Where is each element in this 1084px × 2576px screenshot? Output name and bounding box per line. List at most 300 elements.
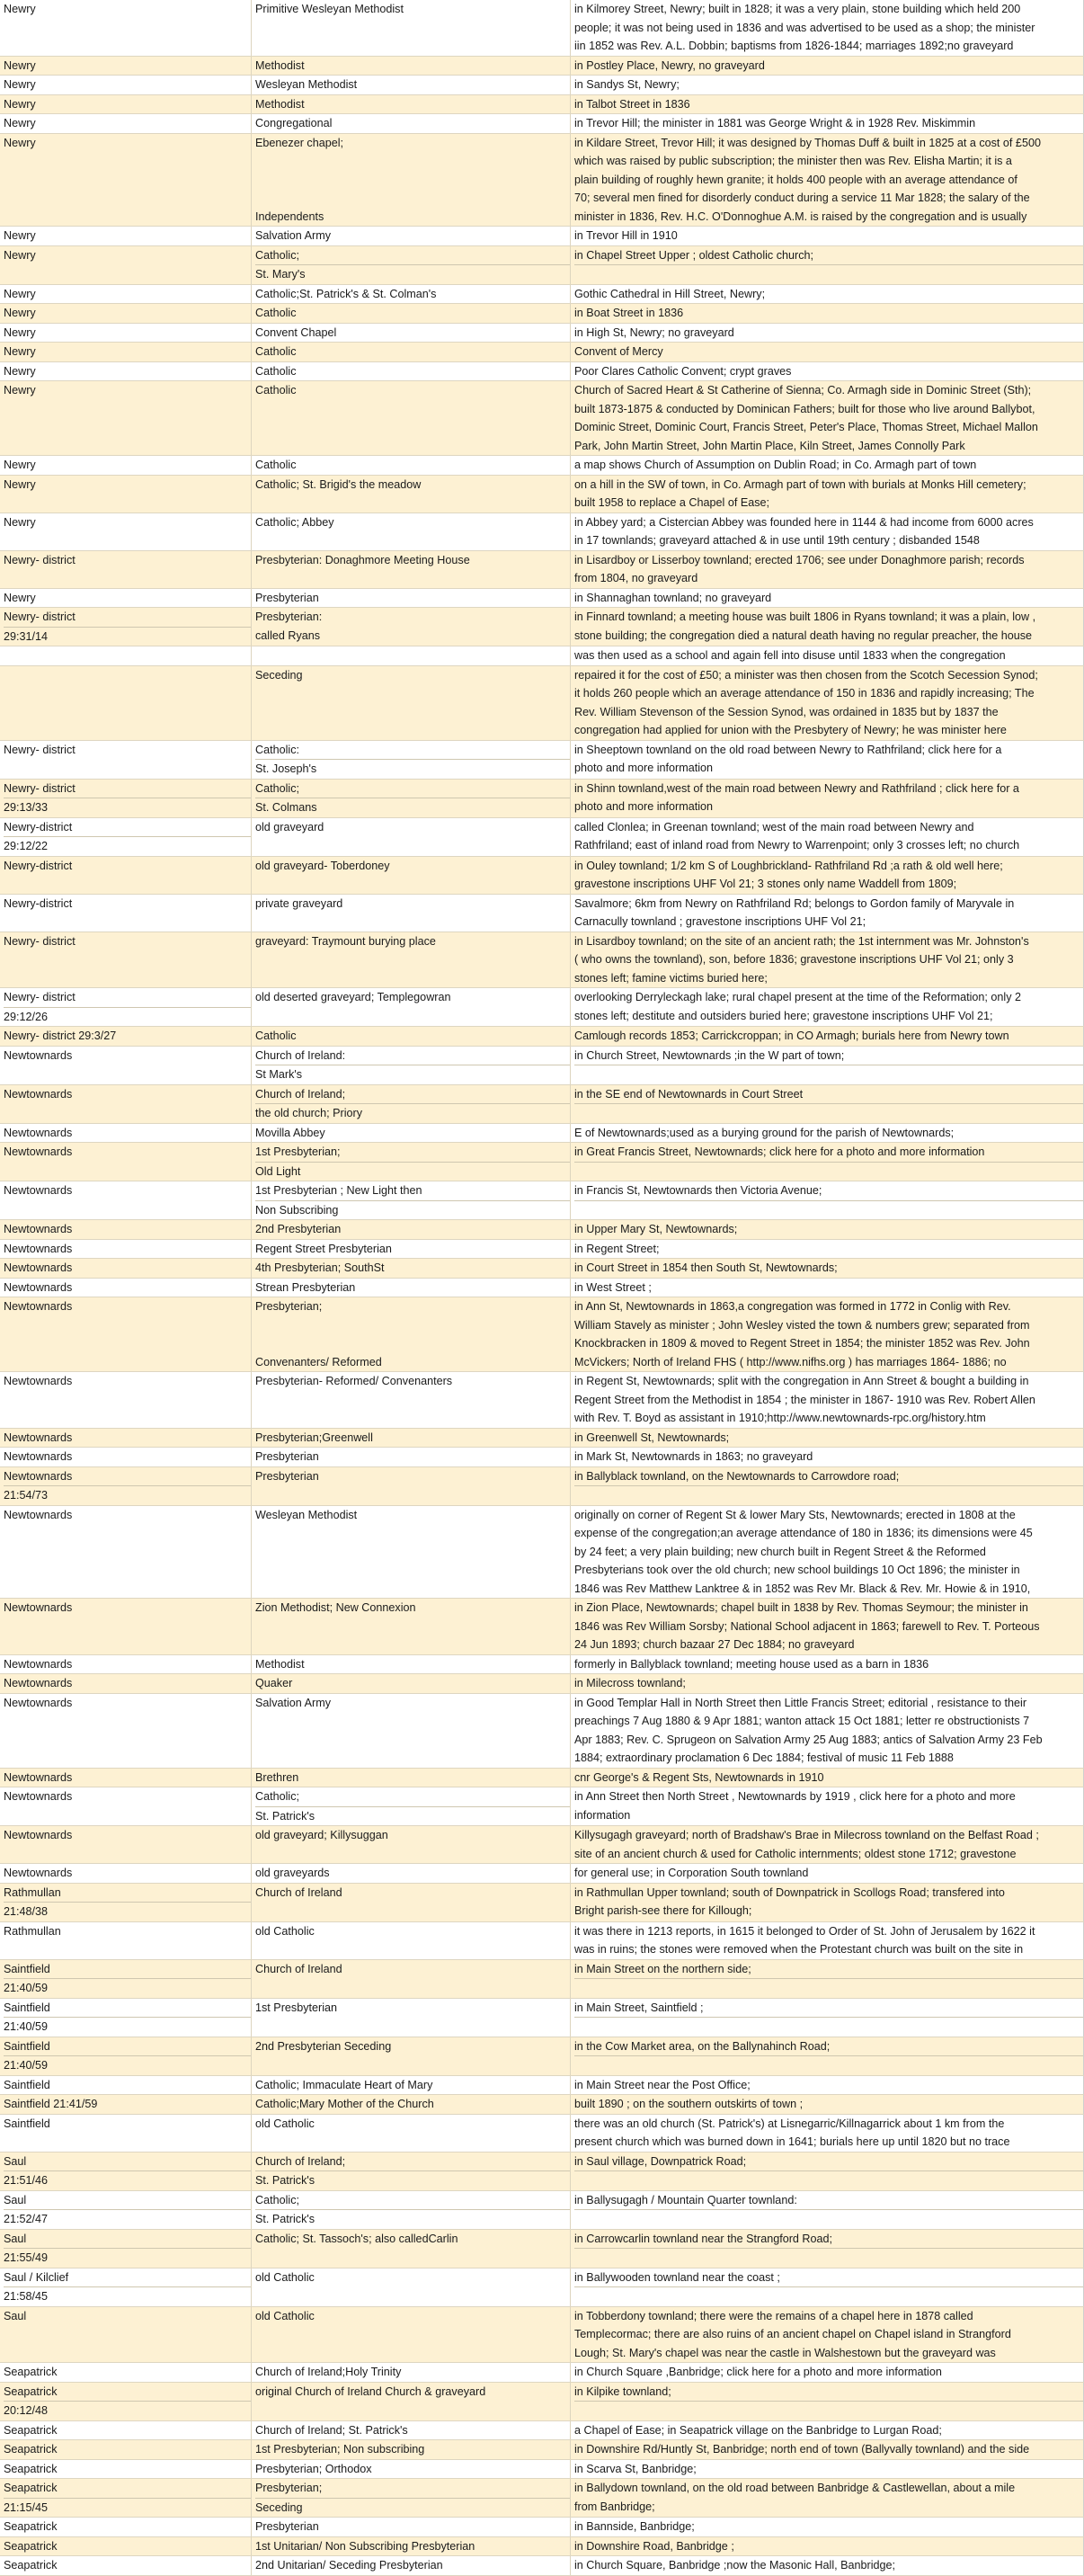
cell-line: Newry- district [4,934,76,948]
table-row [0,1124,1084,1144]
cell-line: the old church; Priory [255,1103,570,1123]
cell-line: in High St, Newry; no graveyard [574,325,734,339]
details-cell [571,1027,1084,1046]
denomination-cell [252,1884,571,1921]
cell-line: old Catholic [255,2309,315,2322]
cell-line: Rathfriland; east of inland road from Newry to Warrenpoint; only 3 crosses left; no church [574,839,1020,851]
cell-line [4,1200,251,1219]
cell-line: Newtownards [4,1184,73,1197]
denomination-cell [252,1279,571,1297]
location-cell [0,1085,252,1123]
cell-line [4,2325,251,2344]
cell-line [255,2248,570,2267]
cell-line: St. Patrick's [255,2209,570,2229]
cell-line [255,836,570,855]
cell-line: in Finnard townland; a meeting house was built 1806 in Ryans townland; it was a plain, low , [574,611,1036,623]
location-cell [0,1506,252,1599]
denomination-cell [252,95,571,114]
cell-line: in Greenwell St, Newtownards; [574,1431,730,1444]
location-cell [0,343,252,361]
cell-line [4,2133,251,2152]
cell-line: Catholic; Immaculate Heart of Mary [255,2078,433,2091]
location-cell [0,1922,252,1959]
cell-line: in Church Street, Newtownards ;in the W part of town; [574,1048,845,1062]
cell-line [574,2017,1083,2037]
cell-line: Presbyterian [255,2520,319,2533]
cell-line: Church of Ireland [255,1885,342,1899]
cell-line [255,171,570,190]
location-cell [0,1826,252,1863]
cell-line [4,1731,251,1750]
table-row [0,2460,1084,2480]
denomination-cell [252,2479,571,2517]
denomination-cell [252,932,571,988]
denomination-cell [252,2307,571,2363]
details-cell [571,666,1084,740]
cell-line: Newry [4,248,36,262]
table-row [0,2153,1084,2191]
denomination-cell [252,1240,571,1259]
details-cell [571,2307,1084,2363]
cell-line: old graveyard- Toberdoney [255,859,390,872]
denomination-cell [252,857,571,894]
table-row [0,1674,1084,1694]
details-cell [571,895,1084,931]
cell-line: Newtownards [4,1469,73,1483]
cell-line: Presbyterian; Orthodox [255,2462,372,2475]
cell-line: Saintfield [4,2117,50,2130]
cell-line: in the SE end of Newtownards in Court Street [574,1087,804,1101]
cell-line: Templecormac; there are also ruins of an ancient chapel on Chapel island in Strangford [574,2328,1011,2340]
cell-line [574,1103,1083,1123]
cell-line: Dominic Street, Dominic Court, Francis Street, Peter's Place, Thomas Street, Michael Mallon [574,421,1038,433]
cell-line: in Great Francis Street, Newtownards; click here for a photo and more information [574,1145,985,1158]
location-cell [0,988,252,1026]
details-cell [571,1181,1084,1219]
cell-line: Presbyterians took over the old church; new school buildings 10 Oct 1896; the minister in [574,1564,1020,1576]
cell-line: Camlough records 1853; Carrickcroppan; in CO Armagh; burials here from Newry town [574,1030,1009,1042]
cell-line: from Banbridge; [574,2500,655,2513]
cell-line: in Trevor Hill in 1910 [574,229,678,242]
location-cell [0,1787,252,1825]
cell-line: 2nd Presbyterian [255,1223,342,1235]
cell-line: 4th Presbyterian; SouthSt [255,1261,385,1274]
location-cell [0,857,252,894]
details-cell [571,246,1084,284]
location-cell [0,57,252,76]
cell-line: in Church Square, Banbridge ;now the Masonic Hall, Banbridge; [574,2559,896,2572]
details-cell [571,2115,1084,2152]
cell-line: a Chapel of Ease; in Seapatrick village on the Banbridge to Lurgan Road; [574,2423,942,2437]
cell-line [4,418,251,437]
details-cell [571,513,1084,550]
table-row [0,1027,1084,1047]
cell-line: Catholic [255,1030,297,1042]
location-cell [0,2556,252,2575]
cell-line: in Rathmullan Upper townland; south of Downpatrick in Scollogs Road; transfered into [574,1885,1005,1899]
location-cell [0,2518,252,2536]
details-cell [571,2440,1084,2459]
cell-line [4,759,251,778]
cell-line: St. Patrick's [255,1806,570,1826]
table-row [0,362,1084,382]
cell-line [255,1316,570,1335]
cell-line: iin 1852 was Rev. A.L. Dobbin; baptisms from 1826-1844; marriages 1892;no graveyard [574,40,1014,52]
cell-line: Rev. William Stevenson of the Session Synod, was ordained in 1835 but by 1837 the [574,705,999,718]
cell-line [255,1940,570,1959]
location-cell [0,324,252,343]
cell-line: photo and more information [574,800,714,813]
cell-line [4,1391,251,1410]
details-cell [571,1297,1084,1371]
denomination-cell [252,246,571,284]
denomination-cell [252,2153,571,2190]
cell-line [255,1543,570,1562]
location-cell [0,1047,252,1084]
cell-line: 70; several men fined for disorderly conduct during a service 11 Mar 1828; the salary of the [574,192,1030,204]
cell-line [4,1712,251,1731]
cell-line [255,875,570,894]
cell-line: Wesleyan Methodist [255,1508,358,1521]
cell-line: Catholic; St. Brigid's the meadow [255,477,422,491]
cell-line: 21:54/73 [4,1485,251,1505]
cell-line: St. Colmans [255,798,570,817]
cell-line: originally on corner of Regent St & lower Mary Sts, Newtownards; erected in 1808 at the [574,1508,1016,1521]
table-row [0,1448,1084,1467]
cell-line [255,1485,570,1504]
cell-line: Newry [4,307,36,319]
cell-line: Newry [4,287,36,300]
details-cell [571,1674,1084,1693]
location-cell [0,1864,252,1883]
table-row [0,1826,1084,1864]
cell-line: Newry- district [4,991,76,1003]
cell-line: in Kilmorey Street, Newry; built in 1828; it was a very plain, stone building which held 200 [574,3,1021,15]
cell-line: old deserted graveyard; Templegowran [255,991,451,1003]
details-cell [571,0,1084,56]
location-cell [0,1143,252,1181]
table-row [0,227,1084,246]
cell-line: called Clonlea; in Greenan townland; west of the main road between Newry and [574,820,974,833]
cell-line: Newry [4,229,36,242]
cell-line: in Sheeptown townland on the old road between Newry to Rathfriland; click here for a [574,743,1002,756]
cell-line: in Ann St, Newtownards in 1863,a congregation was formed in 1772 in Conlig with Rev. [574,1300,1011,1313]
cell-line: Church of Ireland [255,1962,342,1975]
cell-line: it was there in 1213 reports, in 1615 it belonged to Order of St. John of Jerusalem by 1622 it [574,1924,1035,1938]
table-row [0,95,1084,115]
details-cell [571,1922,1084,1959]
cell-line [4,531,251,550]
cell-line: Newry [4,515,36,529]
details-cell [571,2037,1084,2075]
cell-line [4,1845,251,1864]
cell-line: Catholic; Abbey [255,515,334,529]
details-cell [571,362,1084,381]
cell-line: in Tobberdony townland; there were the remains of a chapel here in 1878 called [574,2309,973,2322]
table-row [0,1259,1084,1279]
cell-line: Newtownards [4,1829,73,1841]
denomination-cell [252,381,571,455]
cell-line: 29:13/33 [4,798,251,817]
denomination-cell [252,76,571,94]
location-cell [0,1429,252,1448]
cell-line: Newry [4,97,36,111]
details-cell [571,2153,1084,2190]
cell-line: Church of Ireland; [255,2154,346,2168]
cell-line: Park, John Martin Street, John Martin Place, Kiln Street, James Connolly Park [574,439,965,452]
cell-line [4,875,251,894]
denomination-cell [252,1085,571,1123]
cell-line: Newtownards [4,1145,73,1158]
cell-line: Newtownards [4,1770,73,1784]
cell-line [255,1561,570,1580]
table-row [0,2191,1084,2230]
table-row [0,646,1084,666]
cell-line: 29:31/14 [4,627,251,646]
details-cell [571,2383,1084,2420]
cell-line [4,1636,251,1654]
cell-line: congregation had applied for union with the Presbytery of Newry; he was minister here [574,724,1007,736]
table-row [0,2440,1084,2460]
location-cell [0,1259,252,1278]
cell-line: Newry-district [4,859,73,872]
location-cell [0,1240,252,1259]
details-cell [571,1787,1084,1825]
cell-line: Catholic [255,364,297,378]
cell-line: Catholic: [255,743,299,756]
cell-line: Rathmullan [4,1924,61,1938]
table-row [0,1694,1084,1769]
cell-line: Presbyterian; [255,1300,323,1313]
table-row [0,1769,1084,1788]
location-cell [0,2191,252,2229]
cell-line [255,1636,570,1654]
location-cell [0,2037,252,2075]
cell-line: Methodist [255,58,305,72]
location-cell [0,513,252,550]
details-cell [571,1599,1084,1654]
denomination-cell [252,666,571,740]
details-cell [571,857,1084,894]
denomination-cell [252,57,571,76]
cell-line: Ebenezer chapel; [255,136,344,149]
details-cell [571,1279,1084,1297]
cell-line [4,1162,251,1181]
cell-line: Newtownards [4,1601,73,1614]
cell-line: Saul [4,2232,27,2245]
details-cell [571,343,1084,361]
denomination-cell [252,343,571,361]
cell-line: Regent Street from the Methodist in 1854 ; the minister in 1867- 1910 was Rev. Robert Allen [574,1393,1035,1406]
denomination-cell [252,2268,571,2306]
cell-line [4,1618,251,1636]
cell-line: in Shinn townland,west of the main road between Newry and Rathfriland ; click here for a [574,781,1019,795]
denomination-cell [252,1694,571,1768]
cell-line [255,1845,570,1864]
cell-line [255,1580,570,1599]
cell-line: 1884; extraordinary proclamation 6 Dec 1884; festival of music 11 Feb 1888 [574,1752,954,1764]
details-cell [571,1448,1084,1466]
table-row [0,1655,1084,1675]
details-cell [571,1429,1084,1448]
cell-line: 1846 was Rev William Sorsby; National School adjacent in 1863; farewell to Rev. T. Porteous [574,1619,1040,1633]
cell-line: Newtownards [4,1696,73,1709]
cell-line: stone building; the congregation died a natural death having no regular preacher, the house [574,628,1033,642]
cell-line: 21:58/45 [4,2286,251,2306]
cell-line [255,437,570,456]
denomination-cell [252,2421,571,2440]
cell-line [255,1731,570,1750]
cell-line: Seapatrick [4,2366,58,2378]
location-cell [0,780,252,817]
cell-line: Carnacully townland ; gravestone inscriptions UHF Vol 21; [574,915,866,928]
table-row [0,76,1084,95]
cell-line: Saintfield [4,1962,50,1975]
location-cell [0,2440,252,2459]
cell-line: in Upper Mary St, Newtownards; [574,1223,738,1235]
denomination-cell [252,780,571,817]
cell-line [255,37,570,56]
cell-line: in Scarva St, Banbridge; [574,2462,697,2475]
cell-line: Killysugagh graveyard; north of Bradshaw's Brae in Milecross townland on the Belfast Road ; [574,1829,1039,1841]
cell-line: 1846 was Rev Matthew Lanktree & in 1852 was Rev Mr. Black & Rev. Mr. Howie & in 1910, [574,1582,1031,1595]
details-cell [571,2460,1084,2479]
location-cell [0,1694,252,1768]
cell-line: McVickers; North of Ireland FHS ( http://www.nifhs.org ) has marriages 1864- 1886; no [574,1355,1007,1368]
details-cell [571,988,1084,1026]
location-cell [0,2363,252,2382]
details-cell [571,1864,1084,1883]
denomination-cell [252,1297,571,1371]
cell-line [255,1007,570,1026]
cell-line [4,264,251,283]
cell-line: stones left; destitute and outsiders buried here; gravestone inscriptions UHF Vol 21; [574,1009,993,1022]
cell-line: Old Light [255,1162,570,1181]
cell-line: Newtownards [4,1087,73,1101]
cell-line [255,2325,570,2344]
cell-line: Seapatrick [4,2559,58,2572]
cell-line: in Regent Street; [574,1242,660,1255]
cell-line [4,1580,251,1599]
denomination-cell [252,456,571,475]
details-cell [571,1826,1084,1863]
denomination-cell [252,608,571,646]
denomination-cell [252,1960,571,1998]
cell-line: in Regent St, Newtownards; split with the congregation in Ann Street & bought a building in [574,1375,1029,1387]
cell-line: in Boat Street in 1836 [574,307,684,319]
cell-line: Saul [4,2193,27,2206]
denomination-cell [252,513,571,550]
table-row [0,2518,1084,2537]
cell-line: present church which was burned down in 1641; burials here up until 1820 but no trace [574,2135,1010,2148]
denomination-cell [252,2363,571,2382]
cell-line: 21:51/46 [4,2170,251,2190]
table-row [0,304,1084,324]
cell-line: Movilla Abbey [255,1126,325,1139]
cell-line [255,950,570,969]
details-cell [571,1467,1084,1505]
table-row [0,2479,1084,2518]
details-cell [571,456,1084,475]
cell-line: Newtownards [4,1048,73,1062]
table-row [0,456,1084,476]
cell-line: Newtownards [4,1242,73,1255]
cell-line: was then used as a school and again fell into disuse until 1833 when the congregation [574,649,1006,662]
cell-line [4,1065,251,1083]
cell-line: Newry- district [4,743,76,756]
cell-line: Saul / Kilclief [4,2270,69,2284]
table-row [0,780,1084,818]
denomination-cell [252,551,571,588]
cell-line: Knockbracken in 1809 & moved to Regent Street in 1854; the minister 1852 was Rev. John [574,1337,1030,1350]
cell-line [255,721,570,740]
cell-line: in West Street ; [574,1280,652,1294]
cell-line: in Chapel Street Upper ; oldest Catholic church; [574,248,814,262]
cell-line [4,208,251,227]
cell-line: Presbyterian; [255,2482,323,2494]
details-cell [571,589,1084,608]
cell-line: Church of Ireland; [255,1087,346,1101]
location-cell [0,2115,252,2152]
denomination-cell [252,1220,571,1239]
denomination-cell [252,1143,571,1181]
location-cell [0,227,252,245]
cell-line: Apr 1883; Rev. C. Sprugeon on Salvation Army 25 Aug 1883; antics of Salvation Army 23 Feb [574,1733,1043,1746]
denomination-cell [252,0,571,56]
cell-line: Non Subscribing [255,1200,570,1220]
cell-line: St Mark's [255,1065,570,1084]
cell-line: Church of Ireland: [255,1048,346,1062]
table-row [0,324,1084,343]
cell-line [255,400,570,419]
cell-line: Lough; St. Mary's chapel was near the castle in Walshestown but the graveyard was [574,2346,996,2359]
cell-line: was in ruins; the stones were removed when the Protestant church was built on the site in [574,1943,1024,1956]
cell-line [255,2286,570,2305]
cell-line: 29:12/26 [4,1007,251,1027]
cell-line: photo and more information [574,762,714,774]
cell-line: Poor Clares Catholic Convent; crypt graves [574,364,792,378]
table-row [0,988,1084,1027]
cell-line: in Kildare Street, Trevor Hill; it was designed by Thomas Duff & built in 1825 at a cost of £500 [574,136,1041,149]
details-cell [571,2518,1084,2536]
cell-line: original Church of Ireland Church & graveyard [255,2384,486,2398]
cell-line: Convent of Mercy [574,345,663,358]
table-row [0,1220,1084,1240]
cell-line: Presbyterian [255,1469,319,1483]
cell-line [255,913,570,931]
cell-line [4,152,251,171]
cell-line [255,1618,570,1636]
location-cell [0,362,252,381]
location-cell [0,114,252,133]
cell-line: in Carrowcarlin townland near the Strangford Road; [574,2232,833,2245]
location-cell [0,2460,252,2479]
denomination-cell [252,1826,571,1863]
cell-line [255,1712,570,1731]
cell-line [4,1409,251,1428]
table-row [0,285,1084,305]
denomination-cell [252,1181,571,1219]
cell-line: Newtownards [4,1431,73,1444]
cell-line: Church of Ireland;Holy Trinity [255,2366,402,2378]
cell-line: 1st Presbyterian ; New Light then [255,1184,422,1197]
cell-line [574,1485,1083,1505]
cell-line: with Rev. T. Boyd as assistant in 1910;http://www.newtownards-rpc.org/history.htm [574,1412,986,1424]
cell-line: Newry [4,136,36,149]
denomination-cell [252,1674,571,1693]
cell-line: in Sandys St, Newry; [574,78,680,91]
cell-line: Presbyterian: [255,611,323,623]
